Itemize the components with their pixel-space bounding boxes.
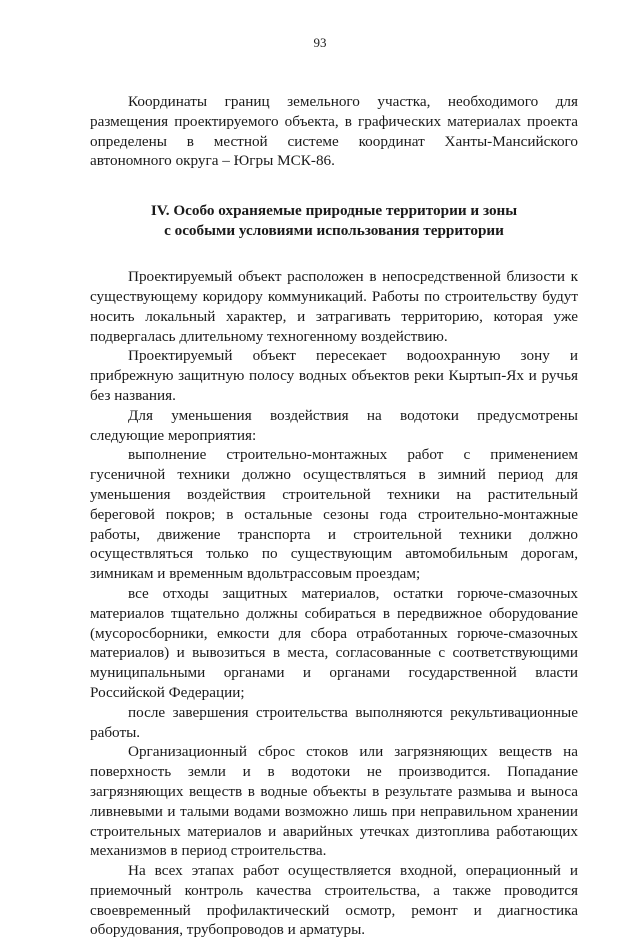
paragraph-location: Проектируемый объект расположен в непосредственной близости к существующему коридору коммуникаций. Работы по строительству будут носить локальный характер, и затрагивать территорию, которая уже подвергалась длительному техногенному воздействию. [90, 268, 578, 345]
coordinates-paragraph: Координаты границ земельного участка, необходимого для размещения проектируемого объекта, в графических материалах проекта определены в местной системе координат Ханты-Мансийского автономного округа – Югры МСК-86. [90, 93, 578, 170]
paragraph-measures-intro: Для уменьшения воздействия на водотоки предусмотрены следующие мероприятия: [90, 406, 578, 444]
document-body [90, 92, 578, 940]
paragraph-water-protection-zone: Проектируемый объект пересекает водоохранную зону и прибрежную защитную полосу водных объектов реки Кыртып-Ях и ручья без названия. [90, 347, 578, 404]
paragraph-quality-control: На всех этапах работ осуществляется входной, операционный и приемочный контроль качества строительства, а также проводится своевременный профилактический осмотр, ремонт и диагностика оборудования, трубопроводов и арматуры. [90, 862, 578, 939]
paragraph-discharge: Организационный сброс стоков или загрязняющих веществ на поверхность земли и в водотоки не производится. Попадание загрязняющих веществ в водные объекты в результате размыва и выноса ливневыми и талыми водами возможно лишь при неправильном хранении строительных материалов и аварийных утечках дизтоплива работающих механизмов в период строительства. [90, 743, 578, 860]
page-number: 93 [313, 35, 327, 50]
paragraph-measure-winter-works: выполнение строительно-монтажных работ с применением гусеничной техники должно осуществляться в зимний период для уменьшения воздействия строительной техники на растительный береговой покров; в остальные сезоны года строительно-монтажные работы, движение транспорта и строительной техники должно осуществляться только по существующим автомобильным дорогам, зимникам и временным вдольтрассовым проездам; [90, 446, 578, 583]
section-heading [90, 201, 578, 241]
section-heading-line-1: IV. Особо охраняемые природные территории и зоны [150, 202, 518, 220]
section-heading-line-2: с особыми условиями использования территории [164, 222, 504, 240]
paragraph-measure-waste-collection: все отходы защитных материалов, остатки горюче-смазочных материалов тщательно должны собираться в передвижное оборудование (мусоросборники, емкости для сбора отработанных горюче-смазочных материалов) и вывозиться в места, согласованные с соответствующими муниципальными органами и органами государственной власти Российской Федерации; [90, 584, 578, 701]
paragraph-measure-recultivation: после завершения строительства выполняются рекультивационные работы. [90, 703, 578, 741]
